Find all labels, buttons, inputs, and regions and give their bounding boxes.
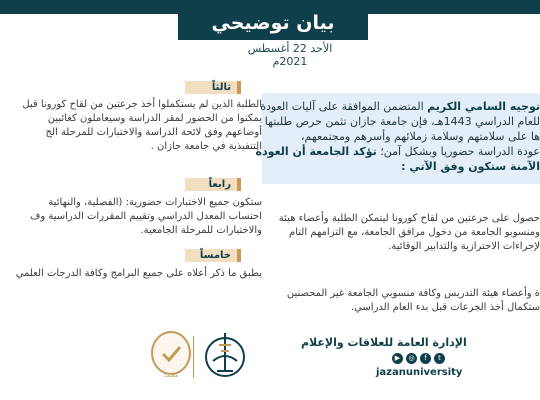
- facebook-icon[interactable]: f: [420, 353, 431, 364]
- twitter-icon[interactable]: t: [434, 353, 445, 364]
- accreditation-seal: [151, 331, 191, 375]
- intro-line-3: ها على سلامتهم وسلامة زملائهم وأسرهم ومجتمعهم،: [301, 130, 540, 143]
- section-three-text: [0, 98, 262, 154]
- section-three-label: ثالثاً: [185, 81, 241, 94]
- social-icons: [392, 353, 445, 364]
- department-name: الإدارة العامة للعلاقات والإعلام: [301, 336, 467, 349]
- section-five-text: [0, 267, 262, 281]
- seal-text: معتمد: [163, 372, 179, 379]
- intro-text: [255, 99, 540, 174]
- item-one-line: ومنسوبو الجامعة من دخول مرافق الجامعة، مع التزامهم التام: [289, 227, 540, 238]
- instagram-icon[interactable]: ◎: [406, 353, 417, 364]
- intro-line-2: للعام الدراسي 1443هـ، فإن جامعة جازان تثمن حرص طلبتها: [264, 115, 540, 128]
- section-four-text: [0, 196, 262, 238]
- page-title: بيان توضيحي: [178, 6, 368, 40]
- intro-line-1-rest: المتضمن الموافقة على آليات العودة: [260, 100, 428, 113]
- section-three-line: الطلبة الذين لم يستكملوا أخذ جرعتين من لقاح كورونا قبل: [22, 99, 262, 110]
- social-handle[interactable]: jazanuniversity: [376, 367, 463, 378]
- item-two-line: ستكمال أخذ الجرعات قبل بدء العام الدراسي.: [350, 302, 540, 313]
- footer-divider: [193, 336, 194, 378]
- item-two-text: [268, 287, 540, 315]
- item-one-line: حصول على جرعتين من لقاح كورونا ليتمكن الطلبة وأعضاء هيئة: [278, 213, 540, 224]
- section-four-line: احتساب المعدل الدراسي وتقييم المقررات الدراسية وف: [30, 211, 262, 222]
- section-five-line: يطبق ما ذكر أعلاه على جميع البرامج وكافة الدرجات العلمي: [15, 268, 262, 279]
- intro-line-4-start: عودة الدراسة حضوريا وبشكل آمن؛: [376, 145, 540, 158]
- section-three-line: التنفيذية في جامعة جازان .: [150, 141, 262, 152]
- section-three-line: يمكنوا من الحضور لمقر الدراسة وسيعاملون كغائبين: [47, 113, 262, 124]
- item-one-text: [268, 212, 540, 254]
- youtube-icon[interactable]: ▶: [392, 353, 403, 364]
- statement-date: الأحد 22 أغسطس 2021م: [247, 42, 333, 68]
- section-four-line: ستكون جميع الاختبارات حضورية: (الفصلية، والنهائية: [48, 197, 262, 208]
- university-logo: [199, 327, 249, 383]
- intro-emphasis-2: تؤكد الجامعة أن العودة: [255, 145, 377, 158]
- intro-box: [255, 93, 540, 184]
- section-four-line: والاختبارات للمرحلة الجامعية.: [140, 225, 262, 236]
- intro-emphasis-1: توجيه السامي الكريم: [427, 100, 540, 113]
- item-one-line: لإجراءات الاحترازية والتدابير الوقائية.: [388, 241, 540, 252]
- intro-emphasis-3: الآمنة ستكون وفق الآتي :: [401, 160, 540, 173]
- section-four-label: رابعاً: [185, 178, 241, 191]
- section-three-line: أوضاعهم وفق لائحة الدراسة والاختبارات للمرحلة الج: [45, 127, 262, 138]
- section-five-label: خامساً: [185, 249, 241, 262]
- item-two-line: ة وأعضاء هيئة التدريس وكافة منسوبي الجامعة غير المحصنين: [286, 288, 540, 299]
